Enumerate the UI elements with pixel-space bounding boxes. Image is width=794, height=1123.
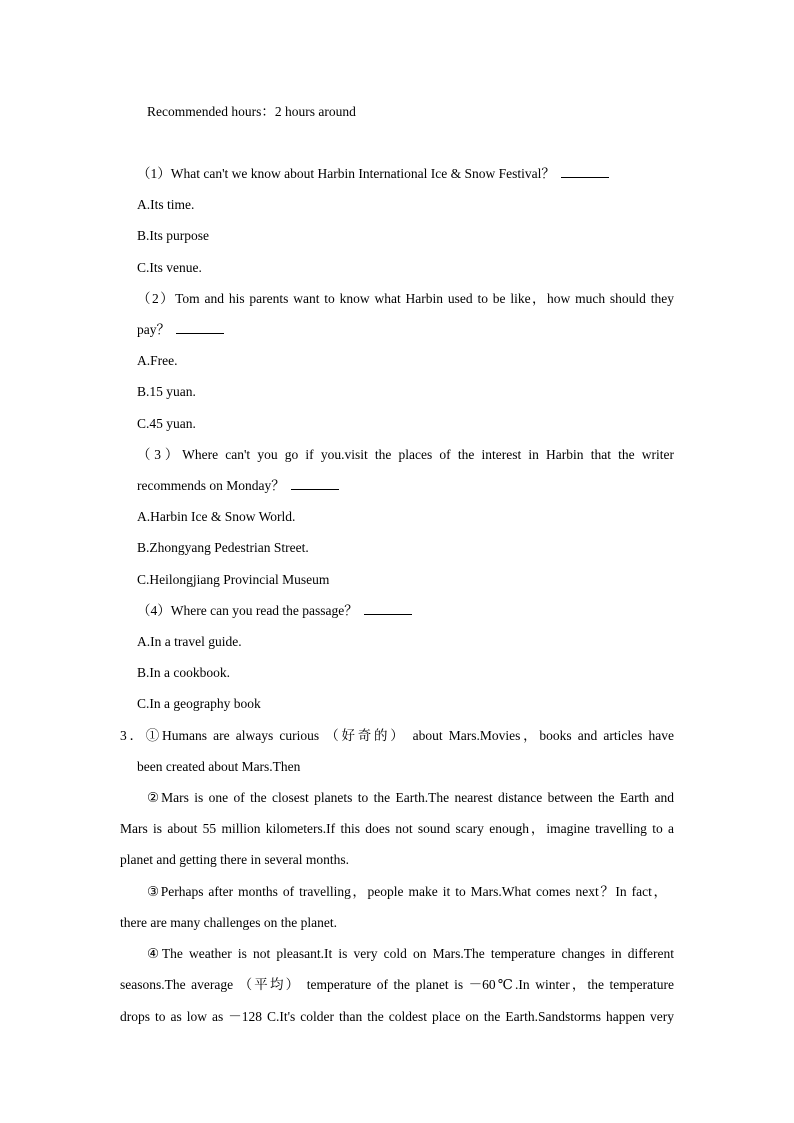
question-2-line-1: （2）Tom and his parents want to know what Harbin used to be like，how much should they xyxy=(137,291,674,306)
paragraph-3-line-1: ③Perhaps after months of travelling，people make it to Mars.What comes next？In fact， xyxy=(147,884,667,899)
question-2-text: pay？ xyxy=(137,322,170,337)
option: C.Its venue. xyxy=(137,260,202,275)
option: C.In a geography book xyxy=(137,696,261,711)
answer-blank xyxy=(364,602,412,615)
question-1 xyxy=(137,165,609,183)
option: A.Harbin Ice & Snow World. xyxy=(137,509,296,524)
option: B.Its purpose xyxy=(137,228,209,243)
passage-intro-line-2: been created about Mars.Then xyxy=(137,759,301,774)
option: A.Its time. xyxy=(137,197,195,212)
paragraph-2-line-2: Mars is about 55 million kilometers.If this does not sound scary enough，imagine travelling to a xyxy=(120,821,674,836)
option: A.Free. xyxy=(137,353,178,368)
question-1-text: （1）What can't we know about Harbin International Ice & Snow Festival？ xyxy=(137,166,555,181)
question-3-line-2 xyxy=(137,477,339,495)
question-2-line-2 xyxy=(137,321,224,339)
answer-blank xyxy=(291,477,339,490)
option: B.Zhongyang Pedestrian Street. xyxy=(137,540,309,555)
question-4-text: （4）Where can you read the passage？ xyxy=(137,603,358,618)
option: B.In a cookbook. xyxy=(137,665,230,680)
paragraph-4-line-3: drops to as low as －128 C.It's colder than the coldest place on the Earth.Sandstorms happen very xyxy=(120,1009,674,1024)
answer-blank xyxy=(561,165,609,178)
question-3-line-1: （3）Where can't you go if you.visit the places of the interest in Harbin that the writer xyxy=(137,447,674,462)
paragraph-4-line-1: ④The weather is not pleasant.It is very cold on Mars.The temperature changes in different xyxy=(147,946,674,961)
paragraph-2-line-3: planet and getting there in several months. xyxy=(120,852,350,867)
option: C.Heilongjiang Provincial Museum xyxy=(137,572,330,587)
passage-intro-line-1: 3．①Humans are always curious （好奇的） about Mars.Movies，books and articles have xyxy=(120,728,674,743)
question-3-text: recommends on Monday？ xyxy=(137,478,285,493)
answer-blank xyxy=(176,321,224,334)
paragraph-2-line-1: ②Mars is one of the closest planets to the Earth.The nearest distance between the Earth and xyxy=(147,790,674,805)
paragraph-3-line-2: there are many challenges on the planet. xyxy=(120,915,338,930)
paragraph-4-line-2: seasons.The average （平均） temperature of the planet is －60℃.In winter，the temperature xyxy=(120,977,674,992)
recommended-hours: Recommended hours：2 hours around xyxy=(147,104,356,119)
option: C.45 yuan. xyxy=(137,416,196,431)
question-4 xyxy=(137,602,412,620)
option: A.In a travel guide. xyxy=(137,634,242,649)
option: B.15 yuan. xyxy=(137,384,196,399)
